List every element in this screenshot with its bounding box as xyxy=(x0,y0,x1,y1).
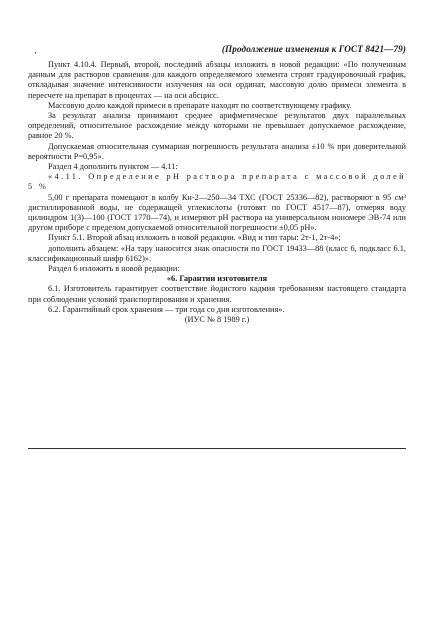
leading-mark: ‚ xyxy=(34,46,37,55)
paragraph-6-1: 6.1. Изготовитель гарантирует соответствие йодистого кадмия требованиям настоящего стандарта при соблюдении условий транспортирования и хранения. xyxy=(28,284,406,304)
ius-note: (ИУС № 8 1989 г.) xyxy=(184,315,250,325)
paragraph-section-6: Раздел 6 изложить в новой редакции: xyxy=(48,264,180,274)
paragraph-5-1: Пункт 5.1. Второй абзац изложить в новой редакции. «Вид и тип тары: 2т-1, 2т-4»; xyxy=(48,233,341,243)
bottom-divider xyxy=(28,448,406,449)
heading-4-11: «4.11. Определение pH раствора препарата с массовой долей 5 % xyxy=(28,172,406,192)
paragraph-error: Допускаемая относительная суммарная погрешность результата анализа ±10 % при доверительной вероятности P=0,95». xyxy=(28,141,406,161)
heading-section-6: «6. Гарантии изготовителя xyxy=(166,274,268,284)
paragraph-hazard-sign: дополнить абзацем: «На тару наносится знак опасности по ГОСТ 19433—88 (класс 6, подкласс 6.1, классификационный шифр 6162)». xyxy=(28,243,406,263)
paragraph-mass-fraction: Массовую долю каждой примеси в препарате находят по соответствующему графику. xyxy=(48,100,352,110)
paragraph-section-4-add: Раздел 4 дополнить пунктом — 4.11: xyxy=(48,162,178,172)
paragraph-4-10-4: Пункт 4.10.4. Первый, второй, последний абзацы изложить в новой редакции: «По полученным данным для растворов сравнения для каждого определяемого элемента строят градуировочный график, откладывая значение интенсивности излучения на оси ординат, массовую долю примеси элемента в пересчете на препарат в процентах — на оси абсцисс. xyxy=(28,60,406,100)
paragraph-ph-method: 5,00 г препарата помещают в колбу Кн-2—250—34 ТХС (ГОСТ 25336—82), растворяют в 95 см³ дистиллированной воды, не содержащей углекислоты (готовят по ГОСТ 4517—87), отмеряя воду цилиндром 1(3)—100 (ГОСТ 1770—74), и измеряют pH раствора на универсальном иономере ЭВ-74 или другом приборе с пределом допускаемой относительной погрешности ±0,05 pH». xyxy=(28,192,406,233)
paragraph-6-2: 6.2. Гарантийный срок хранения — три года со дня изготовления». xyxy=(48,304,285,314)
running-header: (Продолжение изменения к ГОСТ 8421—79) xyxy=(221,44,406,54)
paragraph-result: За результат анализа принимают среднее арифметическое результатов двух параллельных определений, относительное расхождение между которыми не превышает допускаемое расхождение, равное 20 %. xyxy=(28,111,406,141)
document-body xyxy=(28,60,406,325)
